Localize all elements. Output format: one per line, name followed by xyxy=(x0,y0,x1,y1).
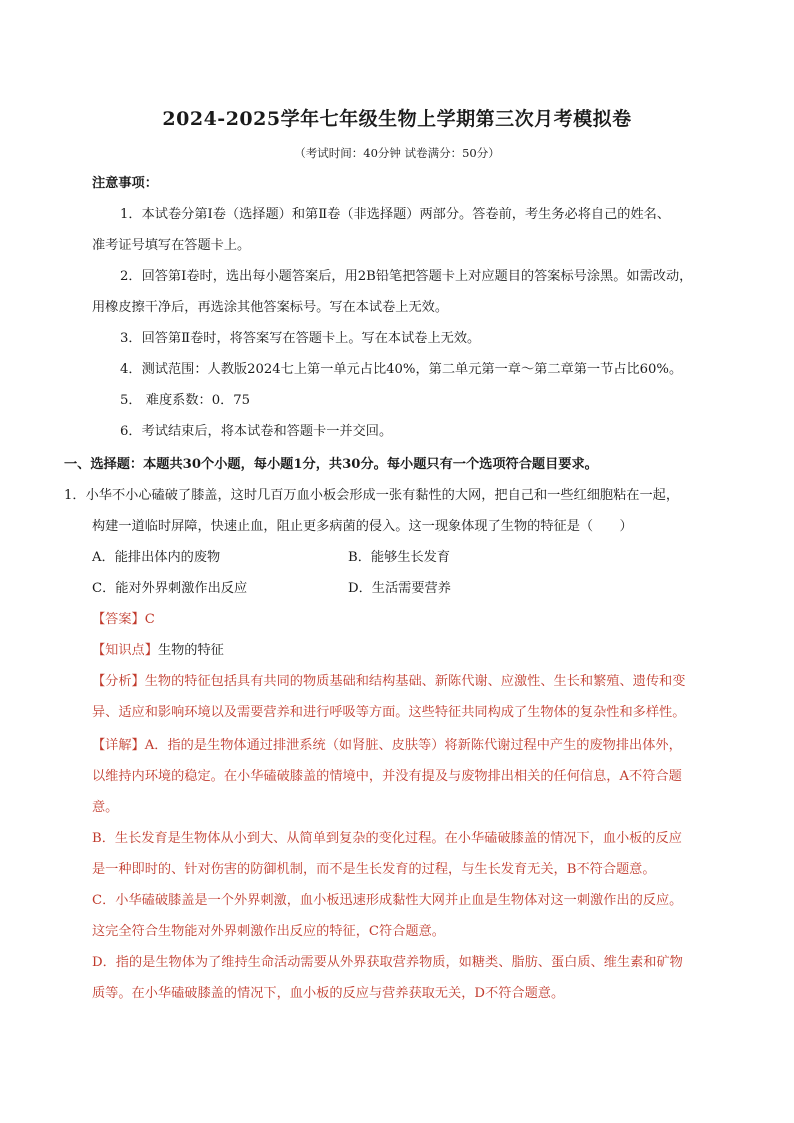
knowledge-tag: 【知识点】 xyxy=(92,643,158,658)
answer-line xyxy=(92,610,155,630)
option-a: A．能排出体内的废物 xyxy=(92,550,221,565)
detail-text: 这完全符合生物能对外界刺激作出反应的特征，C符合题意。 xyxy=(92,924,445,939)
option-c: C．能对外界刺激作出反应 xyxy=(92,581,248,596)
analysis-text: 生物的特征包括具有共同的物质基础和结构基础、新陈代谢、应激性、生长和繁殖、遗传和变 xyxy=(144,674,686,689)
detail-line xyxy=(92,736,682,756)
detail-text: 意。 xyxy=(92,800,119,815)
exam-info: （考试时间：40分钟 试卷满分：50分） xyxy=(294,146,500,160)
detail-text: D．指的是生物体为了维持生命活动需要从外界获取营养物质，如糖类、脂肪、蛋白质、维生素和矿物 xyxy=(92,955,683,970)
detail-text: B．生长发育是生物体从小到大、从简单到复杂的变化过程。在小华磕破膝盖的情况下，血小板的反应 xyxy=(92,831,682,846)
answer-value: C xyxy=(144,612,155,627)
note-line: 3．回答第Ⅱ卷时，将答案写在答题卡上。写在本试卷上无效。 xyxy=(120,331,481,346)
detail-tag: 【详解】 xyxy=(92,738,145,753)
analysis-line xyxy=(92,672,685,692)
note-line: 5． 难度系数：0．75 xyxy=(120,393,251,408)
note-line: 6．考试结束后，将本试卷和答题卡一并交回。 xyxy=(120,424,393,439)
detail-text: 以维持内环境的稳定。在小华磕破膝盖的情境中，并没有提及与废物排出相关的任何信息，A不符合题 xyxy=(92,769,682,784)
detail-text: A．指的是生物体通过排泄系统（如肾脏、皮肤等）将新陈代谢过程中产生的废物排出体外， xyxy=(144,738,682,753)
question-stem: 构建一道临时屏障，快速止血，阻止更多病菌的侵入。这一现象体现了生物的特征是（ ） xyxy=(92,519,633,534)
detail-text: 质等。在小华磕破膝盖的情况下，血小板的反应与营养获取无关，D不符合题意。 xyxy=(92,986,565,1001)
note-line: 1．本试卷分第Ⅰ卷（选择题）和第Ⅱ卷（非选择题）两部分。答卷前，考生务必将自己的姓名、 xyxy=(120,207,671,222)
question-stem: 1．小华不小心磕破了膝盖，这时几百万血小板会形成一张有黏性的大网，把自己和一些红细胞粘在一起， xyxy=(64,488,680,503)
option-d: D．生活需要营养 xyxy=(348,581,451,596)
section-heading: 一、选择题：本题共30个小题，每小题1分，共30分。每小题只有一个选项符合题目要求。 xyxy=(64,457,598,472)
knowledge-line xyxy=(92,641,224,661)
note-line: 4．测试范围：人教版2024七上第一单元占比40%，第二单元第一章～第二章第一节占比60%。 xyxy=(120,362,683,377)
detail-text: C．小华磕破膝盖是一个外界刺激，血小板迅速形成黏性大网并止血是生物体对这一刺激作出的反应。 xyxy=(92,893,683,908)
analysis-tag: 【分析】 xyxy=(92,674,145,689)
analysis-text: 异、适应和影响环境以及需要营养和进行呼吸等方面。这些特征共同构成了生物体的复杂性和多样性。 xyxy=(92,705,686,720)
detail-text: 是一种即时的、针对伤害的防御机制，而不是生长发育的过程，与生长发育无关，B不符合题意。 xyxy=(92,862,656,877)
notes-heading: 注意事项： xyxy=(92,176,158,191)
knowledge-value: 生物的特征 xyxy=(157,643,224,658)
page-title: 2024-2025学年七年级生物上学期第三次月考模拟卷 xyxy=(162,108,632,130)
answer-tag: 【答案】 xyxy=(92,612,145,627)
option-b: B．能够生长发育 xyxy=(348,550,451,565)
note-line: 准考证号填写在答题卡上。 xyxy=(92,238,251,253)
note-line: 用橡皮擦干净后，再选涂其他答案标号。写在本试卷上无效。 xyxy=(92,300,449,315)
note-line: 2．回答第Ⅰ卷时，选出每小题答案后，用2B铅笔把答题卡上对应题目的答案标号涂黑。如需改动， xyxy=(120,269,693,284)
